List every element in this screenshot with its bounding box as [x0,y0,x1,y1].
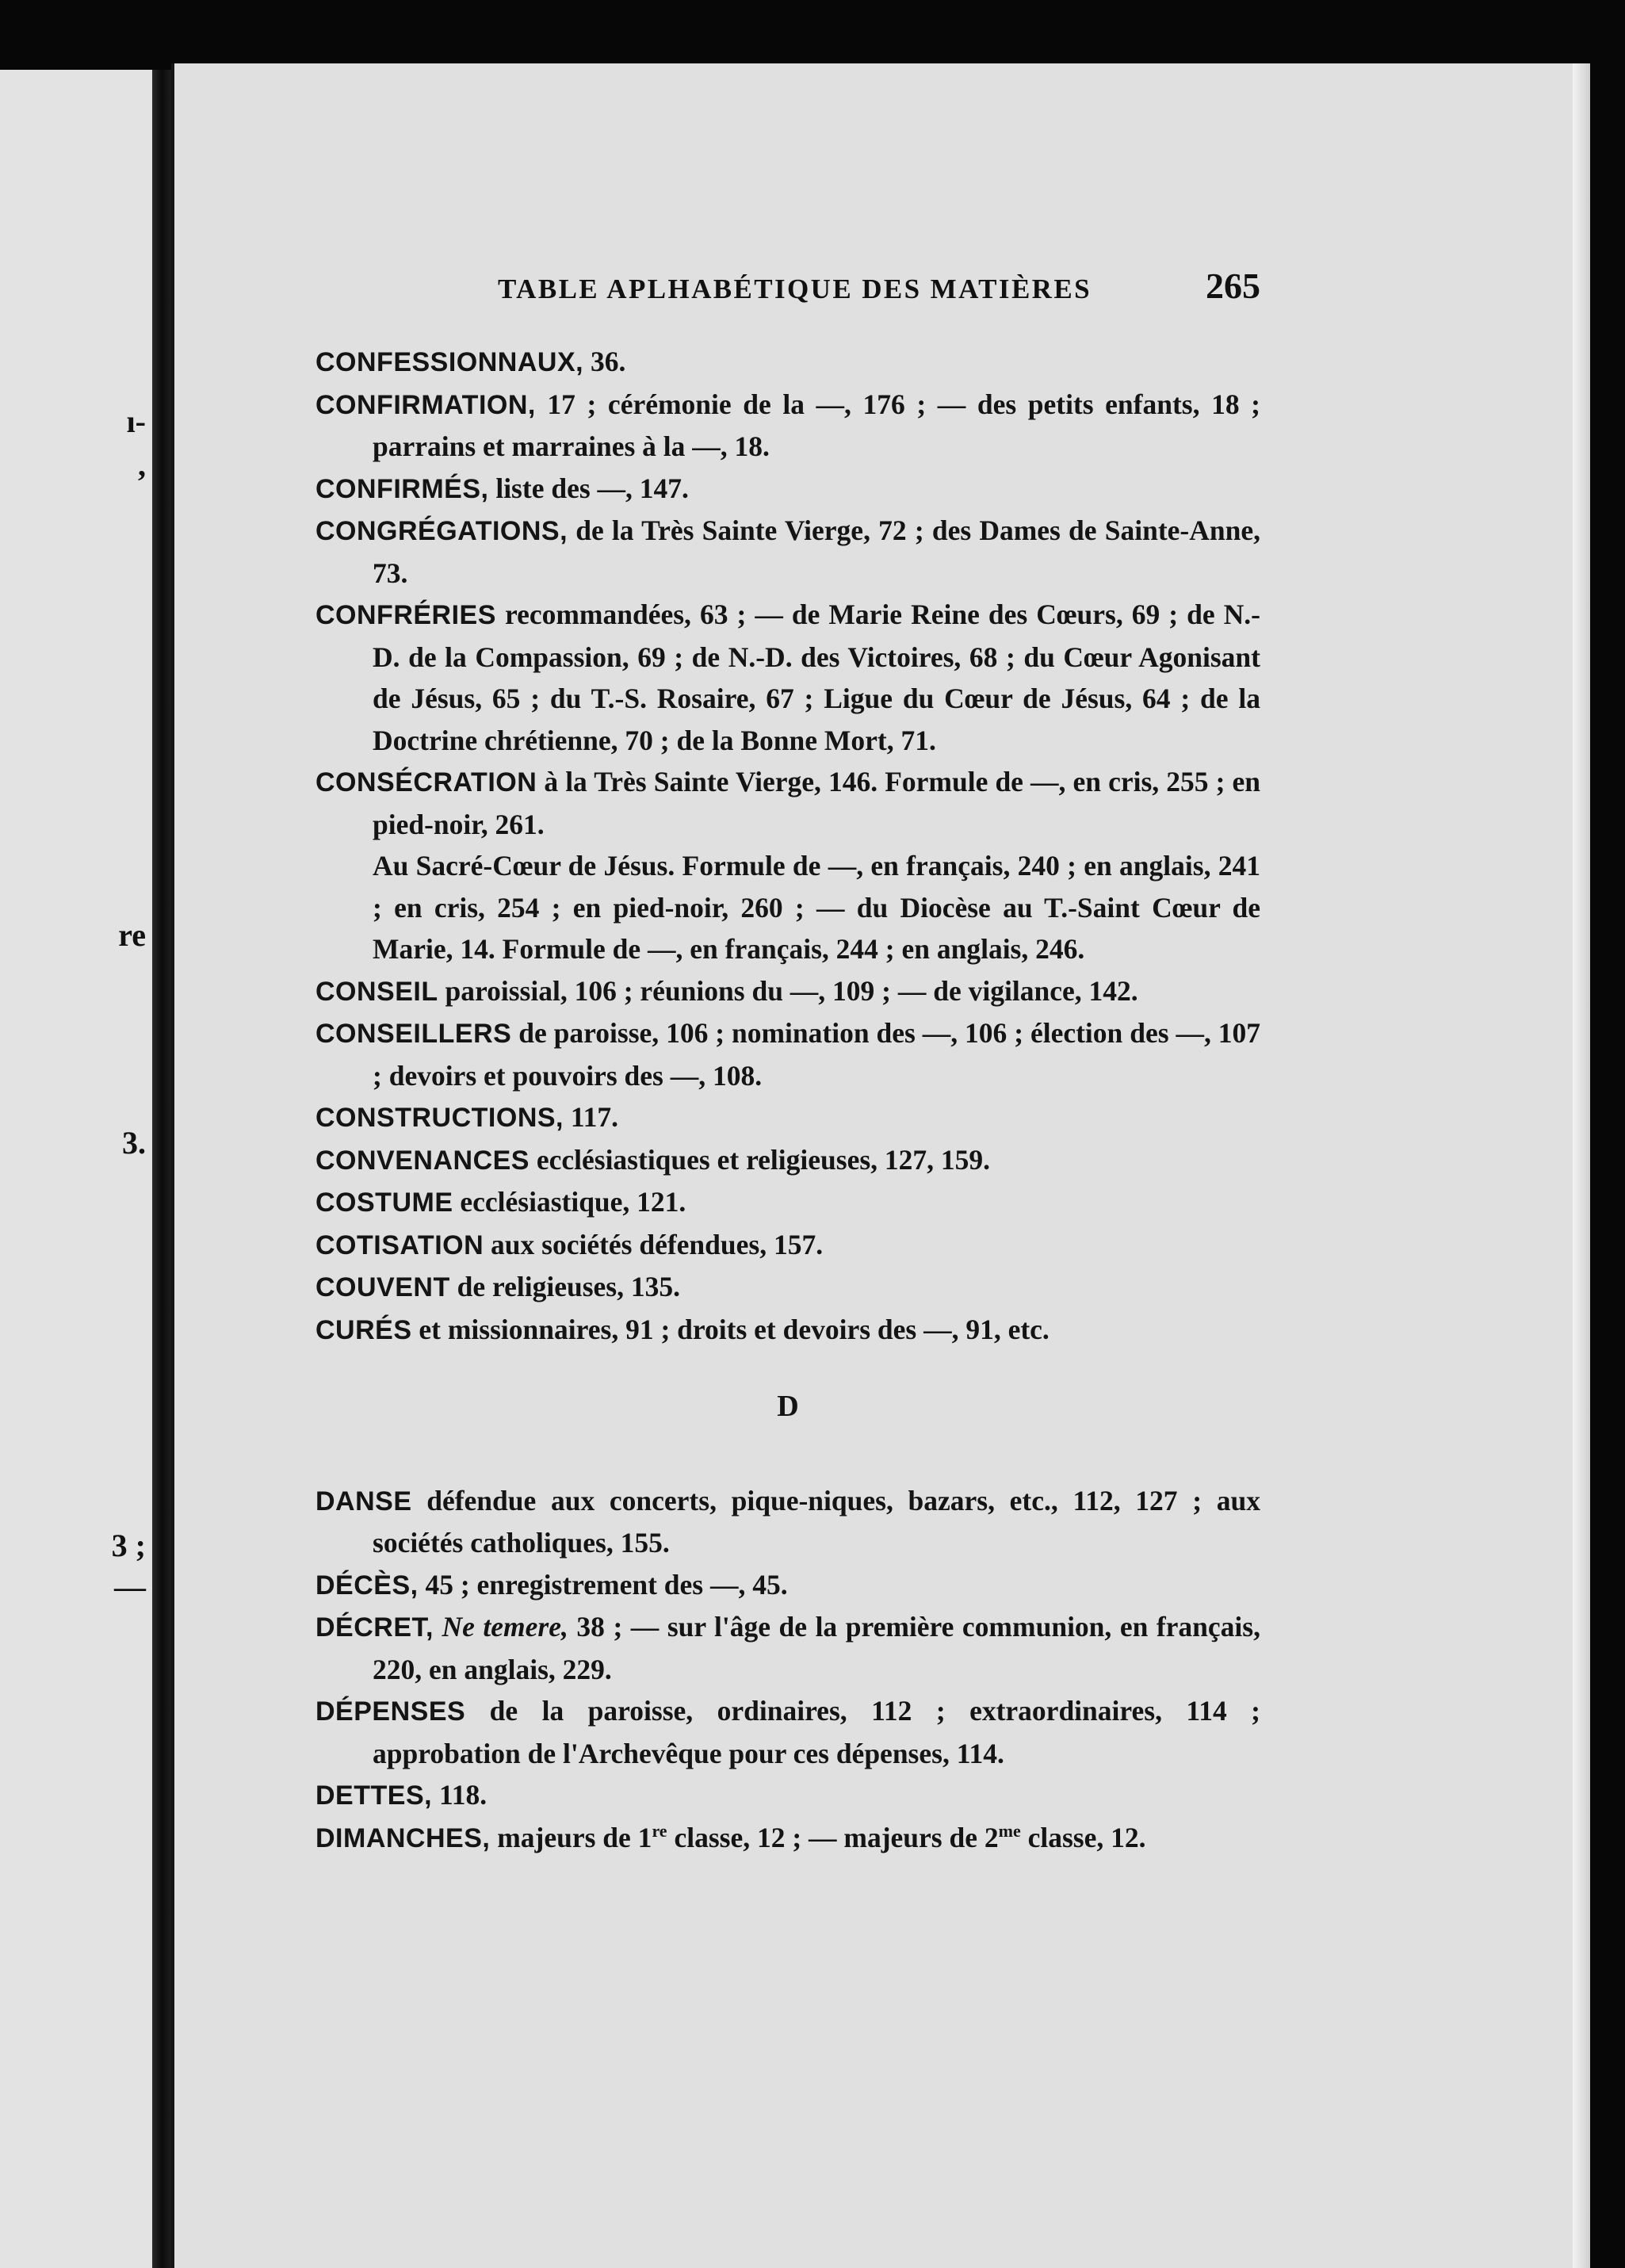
index-entry [315,1309,1260,1352]
entry-heading: COUVENT [315,1272,450,1302]
index-body [315,341,1260,1859]
index-entry [315,970,1260,1013]
entry-heading: DANSE [315,1486,412,1516]
entry-text: majeurs de 1 [490,1821,652,1853]
entry-heading: CONFESSIONNAUX, [315,347,584,377]
entry-heading: CONFIRMATION, [315,389,536,420]
entry-text: 118. [432,1779,488,1811]
left-page-fragment: 3 ; [111,1528,146,1563]
index-entry [315,1606,1260,1690]
entry-heading: DETTES, [315,1780,433,1811]
entry-text: ecclésiastiques et religieuses, 127, 159. [529,1143,991,1176]
index-entry [315,1564,1260,1607]
entry-heading: CONGRÉGATIONS, [315,516,568,546]
index-entry [315,1096,1260,1139]
index-entry [315,1480,1260,1564]
section-letter: D [777,1390,799,1423]
entry-heading: DÉCRET, [315,1612,434,1643]
entry-heading: CURÉS [315,1314,412,1345]
entry-text: classe, 12. [1020,1821,1146,1853]
left-page [0,70,155,2268]
entry-heading: CONFIRMÉS, [315,473,489,504]
left-page-fragment: re [118,917,146,953]
entry-text: aux sociétés défendues, 157. [484,1228,824,1260]
left-page-fragment: , [138,447,146,483]
entry-text: défendue aux concerts, pique-niques, bazars, etc., 112, 127 ; aux sociétés catholiques, 155. [373,1484,1260,1559]
page-number: 265 [1206,266,1260,306]
entry-text: paroissial, 106 ; réunions du —, 109 ; — de vigilance, 142. [438,974,1138,1007]
entry-heading: CONSEIL [315,976,438,1007]
entry-heading: CONSEILLERS [315,1019,512,1049]
entry-text: de la paroisse, ordinaires, 112 ; extraordinaires, 114 ; approbation de l'Archevêque pour ces dépenses, 114. [373,1695,1260,1769]
entry-heading: CONFRÉRIES [315,600,496,630]
entry-text: de paroisse, 106 ; nomination des —, 106 ; élection des —, 107 ; devoirs et pouvoirs des —, 108. [373,1017,1260,1092]
entry-heading: DÉPENSES [315,1696,466,1727]
index-entry [315,1774,1260,1817]
entry-text: à la Très Sainte Vierge, 146. Formule de —, en cris, 255 ; en pied-noir, 261. [373,766,1260,840]
entry-text: 38 ; — sur l'âge de la première communion, en français, 220, en anglais, 229. [373,1611,1260,1685]
entry-heading: COSTUME [315,1188,453,1218]
entry-text: 117. [564,1101,619,1133]
entry-text: de religieuses, 135. [449,1271,680,1302]
entry-heading: COTISATION [315,1230,484,1260]
entry-text: et missionnaires, 91 ; droits et devoirs des —, 91, etc. [411,1313,1050,1345]
entry-heading: CONSÉCRATION [315,767,537,797]
superscript: re [652,1820,667,1841]
entry-text: de la Très Sainte Vierge, 72 ; des Dames de Sainte-Anne, 73. [373,514,1260,589]
index-entry [315,468,1260,511]
entry-text: ecclésiastique, 121. [453,1186,686,1218]
sub-entry-text: Au Sacré-Cœur de Jésus. Formule de —, en français, 240 ; en anglais, 241 ; en cris, 254 ; en pied-noir, 260 ; — du Diocèse au T.-Saint Cœur de Marie, 14. Formule de —, en français, 244 ; en anglais, 246. [373,850,1260,965]
entry-italic-text: Ne temere, [442,1611,568,1643]
index-entry [315,594,1260,761]
entry-heading: DÉCÈS, [315,1570,419,1601]
index-entry [315,1266,1260,1309]
index-entry [315,761,1260,845]
index-entry [315,341,1260,384]
index-entry [315,510,1260,594]
index-entry [315,1139,1260,1182]
index-entry [315,1012,1260,1096]
entry-text: 17 ; cérémonie de la —, 176 ; — des petits enfants, 18 ; parrains et marraines à la —, 18. [373,388,1260,462]
entry-heading: CONVENANCES [315,1145,530,1176]
running-head: TABLE APLHABÉTIQUE DES MATIÈRES [498,273,1092,304]
entry-text: recommandées, 63 ; — de Marie Reine des Cœurs, 69 ; de N.-D. de la Compassion, 69 ; de N.-D. des Victoires, 68 ; du Cœur Agonisant de Jésus, 65 ; du T.-S. Rosaire, 67 ; Ligue du Cœur de Jésus, 64 ; de la Doctrine chrétienne, 70 ; de la Bonne Mort, 71. [373,599,1260,756]
left-page-fragment: — [114,1569,146,1604]
book-gutter [152,70,171,2268]
index-entry [315,384,1260,468]
left-page-fragment: ı- [126,403,146,439]
left-page-fragment: 3. [122,1125,146,1161]
superscript: me [998,1820,1021,1841]
entry-text: 36. [583,346,626,377]
entry-text: 45 ; enregistrement des —, 45. [418,1568,788,1601]
entry-heading: CONSTRUCTIONS, [315,1103,564,1133]
entry-text: liste des —, 147. [488,472,689,504]
index-entry [315,1690,1260,1774]
index-entry [315,1224,1260,1267]
page-edge [1573,63,1590,2268]
index-entry [315,1817,1260,1860]
entry-heading: DIMANCHES, [315,1822,491,1853]
index-entry [315,1181,1260,1224]
entry-text: classe, 12 ; — majeurs de 2 [667,1821,999,1853]
